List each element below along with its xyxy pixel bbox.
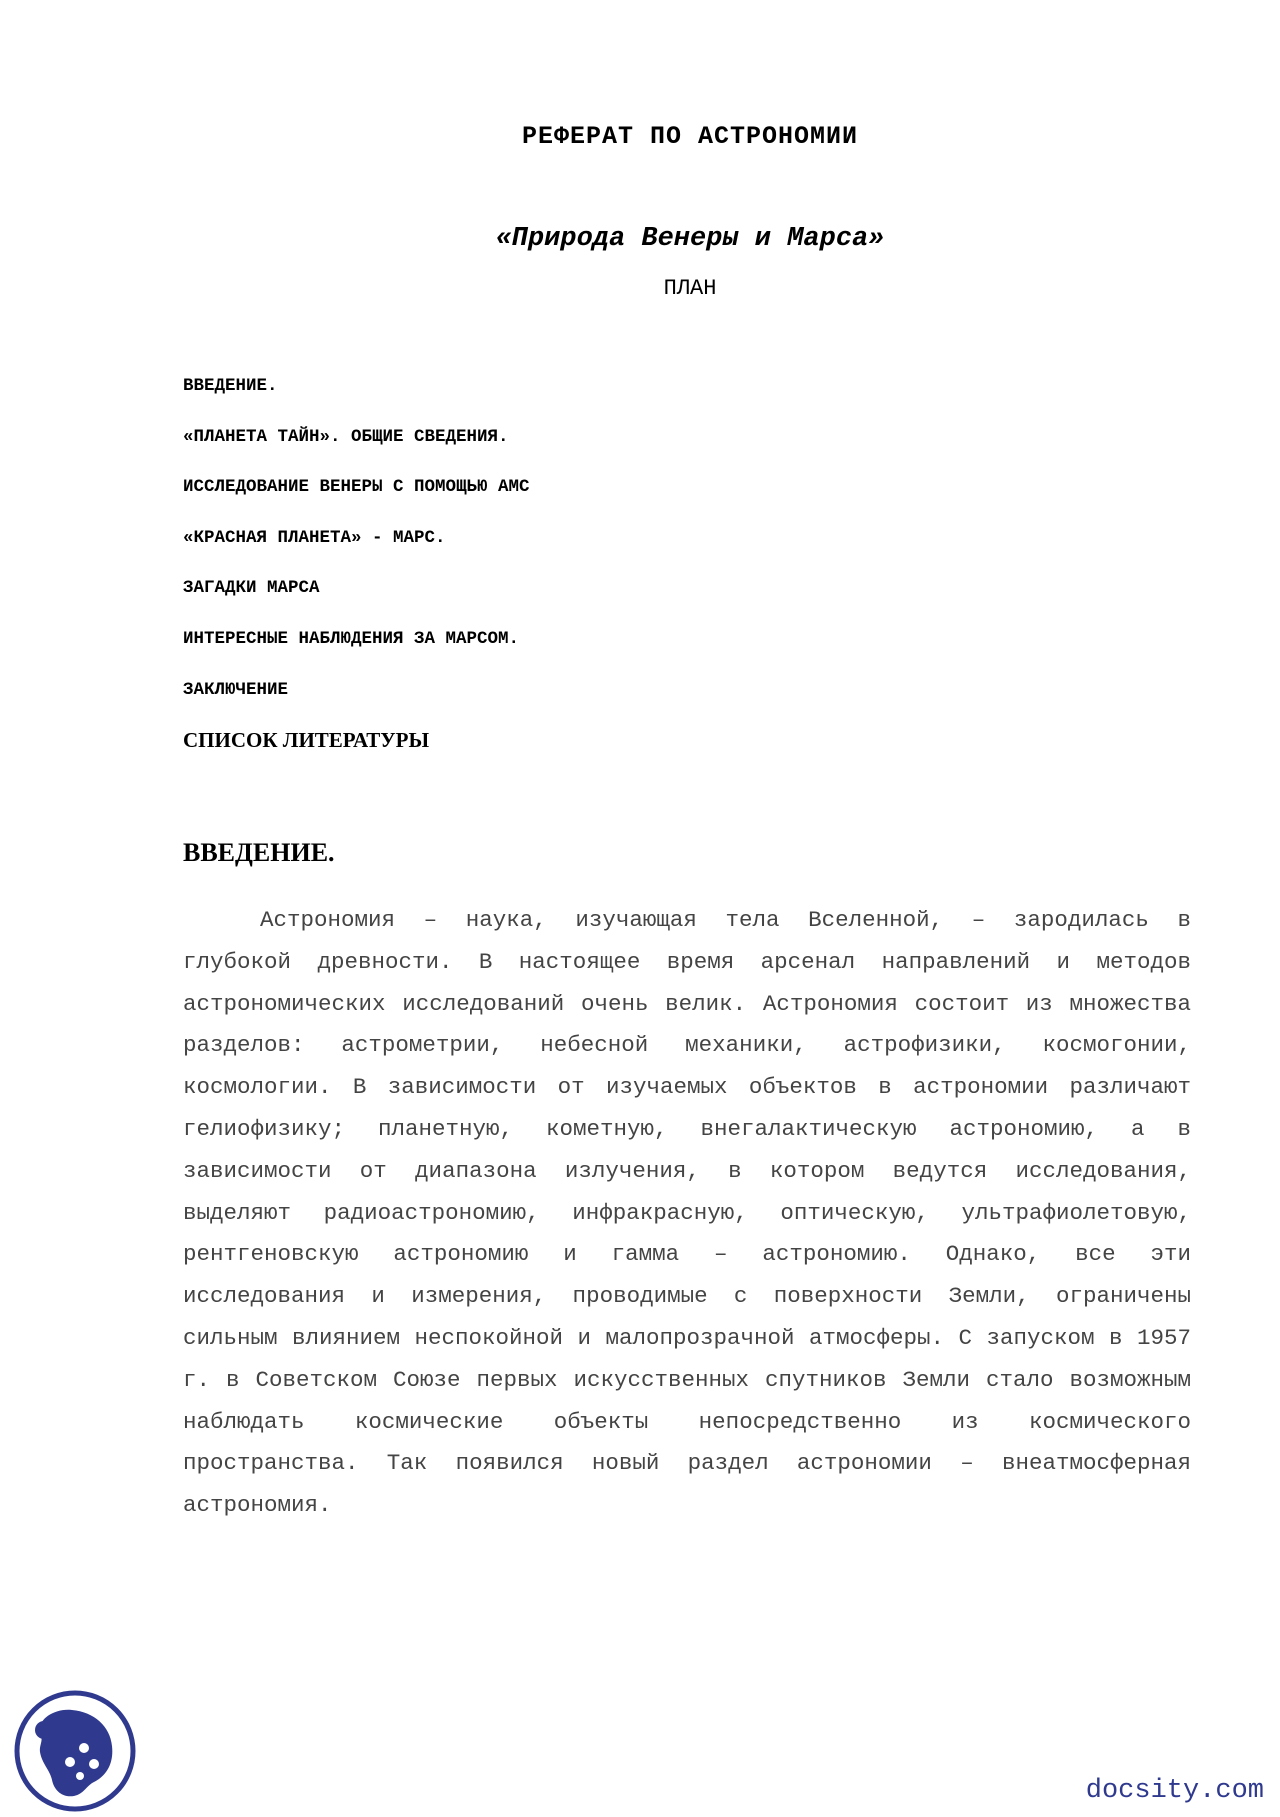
toc-item: СПИСОК ЛИТЕРАТУРЫ [183,728,430,753]
intro-paragraph: Астрономия – наука, изучающая тела Вселенной, – зародилась в глубокой древности. В настоящее время арсенал направлений и методов астрономических исследований очень велик. Астрономия состоит из множества разделов: астрометрии, небесной механики, астрофизики, космогонии, космологии. В зависимости от изучаемых объектов в астрономии различают гелиофизику; планетную, кометную, внегалактическую астрономию, а в зависимости от диапазона излучения, в котором ведутся исследования, выделяют радиоастрономию, инфракрасную, оптическую, ультрафиолетовую, рентгеновскую астрономию и гамма – астрономию. Однако, все эти исследования и измерения, проводимые с поверхности Земли, ограничены сильным влиянием неспокойной и малопрозрачной атмосферы. С запуском в 1957 г. в Советском Союзе первых искусственных спутников Земли стало возможным наблюдать космические объекты непосредственно из космического пространства. Так появился новый раздел астрономии – внеатмосферная астрономия. [183,907,1191,1519]
toc-item: ИНТЕРЕСНЫЕ НАБЛЮДЕНИЯ ЗА МАРСОМ. [183,628,520,649]
document-subtitle: «Природа Венеры и Марса» [495,224,885,254]
document-title: РЕФЕРАТ ПО АСТРОНОМИИ [521,122,859,151]
plan-label: ПЛАН [663,276,717,301]
toc-item: ИССЛЕДОВАНИЕ ВЕНЕРЫ С ПОМОЩЬЮ АМС [183,477,530,498]
docsity-watermark[interactable]: docsity.com [1085,1776,1264,1806]
intro-heading: ВВЕДЕНИЕ. [183,838,335,867]
docsity-logo-icon[interactable] [14,1690,136,1812]
toc-item: «КРАСНАЯ ПЛАНЕТА» - МАРС. [183,527,446,548]
toc-item: ЗАКЛЮЧЕНИЕ [183,679,289,700]
table-of-contents [183,374,530,779]
toc-item: ВВЕДЕНИЕ. [183,376,278,396]
toc-item: «ПЛАНЕТА ТАЙН». ОБЩИЕ СВЕДЕНИЯ. [183,426,509,447]
toc-item: ЗАГАДКИ МАРСА [183,578,320,599]
